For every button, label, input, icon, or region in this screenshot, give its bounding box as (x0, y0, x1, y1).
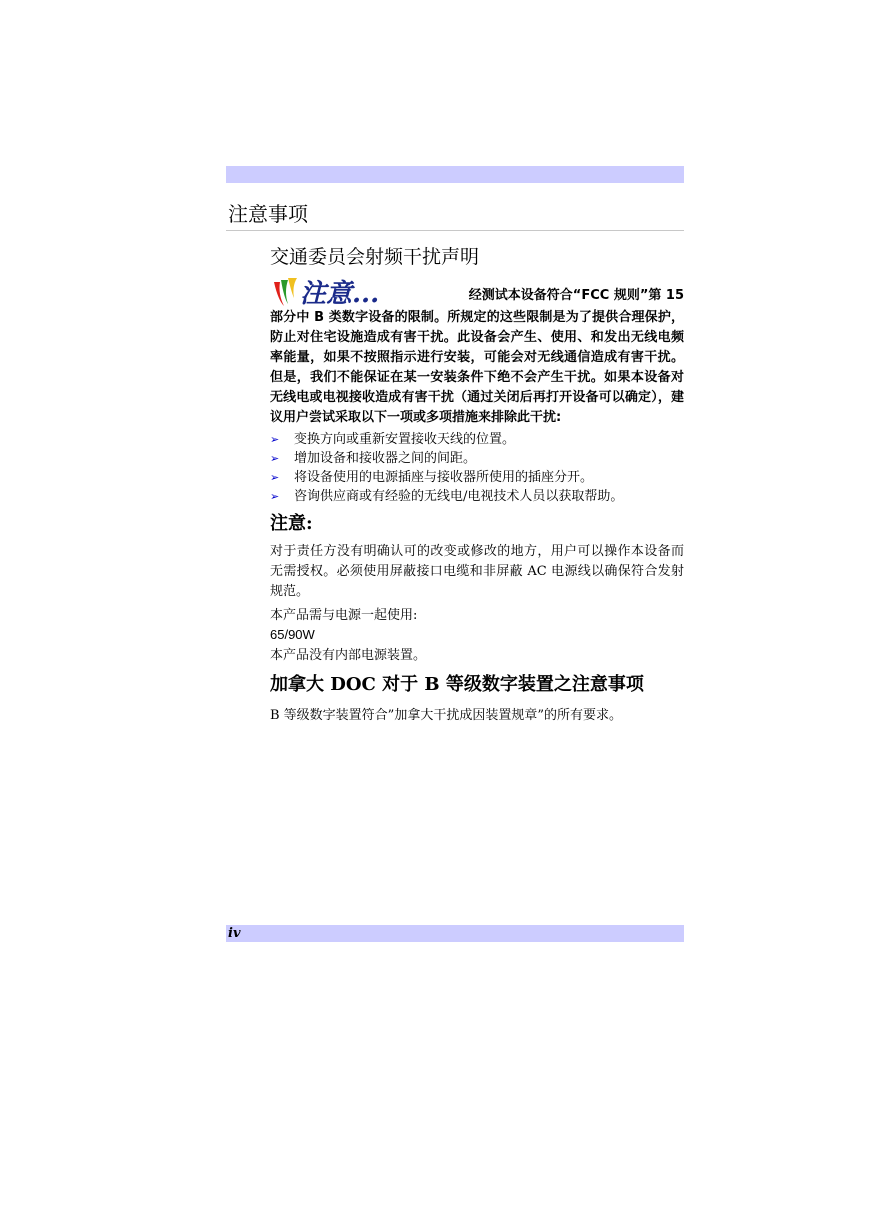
list-item: ➢ 变换方向或重新安置接收天线的位置。 (270, 432, 516, 447)
remedy-list (270, 430, 684, 506)
arrow-bullet-icon: ➢ (270, 471, 280, 484)
notice-logo (270, 276, 428, 308)
doc-heading: 加拿大 DOC 对于 B 等级数字装置之注意事项 (270, 674, 644, 695)
power-intro: 本产品需与电源一起使用: (270, 608, 418, 623)
page-number: iv (228, 926, 241, 941)
arrow-bullet-icon: ➢ (270, 490, 280, 503)
notice-logo-text: 注意... (300, 279, 380, 308)
footer-band (226, 925, 684, 942)
section-title: 注意事项 (228, 202, 308, 226)
section-divider (226, 230, 684, 231)
list-item: ➢ 将设备使用的电源插座与接收器所使用的插座分开。 (270, 470, 594, 485)
power-note: 本产品没有内部电源装置。 (270, 648, 427, 663)
arrow-bullet-icon: ➢ (270, 452, 280, 465)
fcc-notice (270, 274, 684, 428)
page-content (270, 244, 684, 726)
fcc-heading: 交通委员会射频干扰声明 (270, 246, 480, 268)
doc-paragraph: B 等级数字装置符合”加拿大干扰成因装置规章”的所有要求。 (270, 708, 622, 723)
power-rating: 65/90W (270, 627, 315, 642)
notice-text: 部分中 B 类数字设备的限制。所规定的这些限制是为了提供合理保护，防止对住宅设施造成有害干扰。此设备会产生、使用、和发出无线电频率能量，如果不按照指示进行安装，可能会对无线通信造成有害干扰。但是，我们不能保证在某一安装条件下绝不会产生干扰。如果本设备对无线电或电视接收造成有害干扰（通过关闭后再打开设备可以确定），建议用户尝试采取以下一项或多项措施来排除此干扰: (270, 310, 684, 425)
header-band (226, 166, 684, 183)
notice-first-line: 经测试本设备符合“FCC 规则”第 15 (468, 288, 684, 303)
arrow-bullet-icon: ➢ (270, 433, 280, 446)
note-heading: 注意: (270, 513, 313, 534)
note-paragraph: 对于责任方没有明确认可的改变或修改的地方，用户可以操作本设备而无需授权。必须使用屏蔽接口电缆和非屏蔽 AC 电源线以确保符合发射规范。 (270, 544, 684, 599)
list-item: ➢ 增加设备和接收器之间的间距。 (270, 451, 477, 466)
list-item: ➢ 咨询供应商或有经验的无线电/电视技术人员以获取帮助。 (270, 489, 624, 504)
